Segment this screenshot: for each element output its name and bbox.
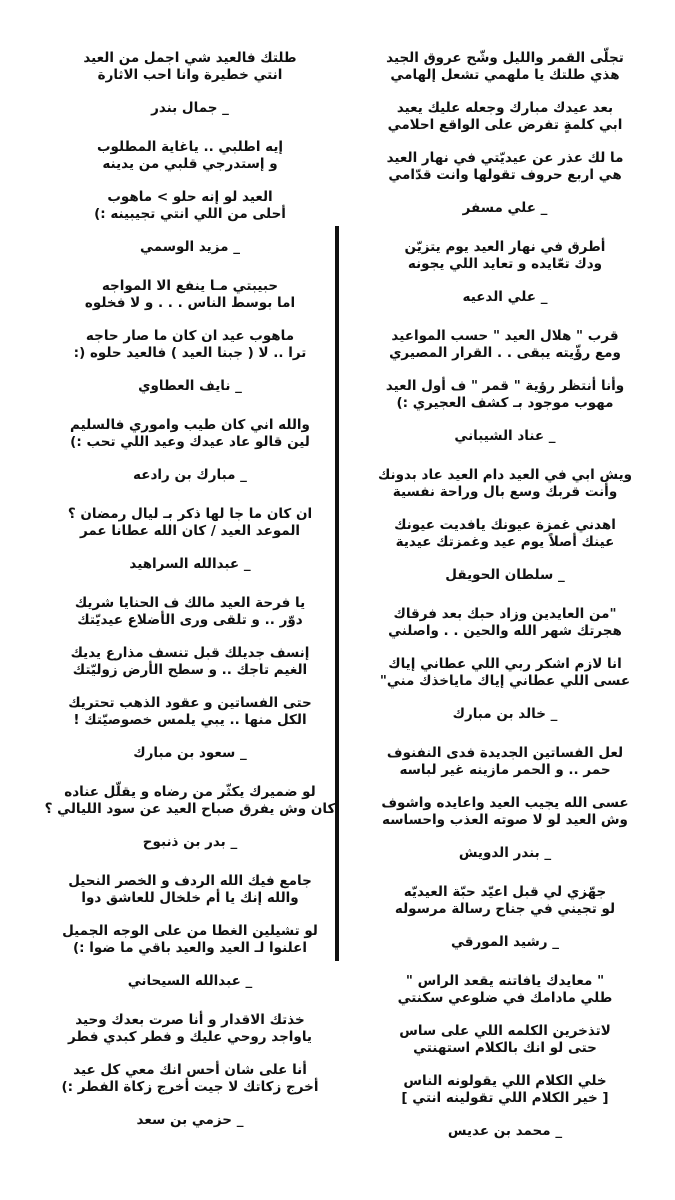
poem-verse <box>355 795 655 829</box>
poem-verse <box>355 1023 655 1057</box>
verse-line: "من العايدين وزاد حبك بعد فرقاك <box>393 606 617 622</box>
verse-line: " معايدك يافاتنه يقعد الراس " <box>405 973 605 989</box>
verse-line: هي اربع حروف تقولها وانت قدّامي <box>388 167 622 183</box>
verse-line: أنا على شان أحس انك معي كل عيد <box>73 1062 307 1078</box>
poet-name: _ علي مسفر <box>462 200 548 216</box>
poet-name: _ بندر الدويش <box>458 845 552 861</box>
verse-line: بعد عيدك مبارك وجعله عليك يعيد <box>396 100 614 116</box>
poem-verse <box>40 417 340 451</box>
verse-line: العيد لو إنه حلو > ماهوب <box>107 189 273 205</box>
poem-verse <box>355 1073 655 1107</box>
verse-line: ماهوب عيد ان كان ما صار حاجه <box>85 328 295 344</box>
poem-verse <box>355 517 655 551</box>
poem-verse <box>355 884 655 918</box>
verse-line: اهدني غمزة عيونك يافديت عيونك <box>394 517 616 533</box>
verse-line: لاتذخرين الكلمه اللي على ساس <box>399 1023 611 1039</box>
poem-verse <box>40 328 340 362</box>
verse-line: يا فرحة العيد مالك ف الحنايا شريك <box>74 595 306 611</box>
verse-line: الموعد العيد / كان الله عطانا عمر <box>79 523 301 539</box>
poet-name: _ رشيد المورقي <box>451 934 559 950</box>
poem-verse <box>355 239 655 273</box>
poem-verse <box>40 139 340 173</box>
verse-line: ابي كلمةٍ تفرض على الواقع احلامي <box>387 117 623 133</box>
verse-line: طلي مادامك في ضلوعي سكنتي <box>397 990 613 1006</box>
verse-line: أحلى من اللي انتي تجيبينه :) <box>94 206 286 222</box>
poet-name: _ حزمي بن سعد <box>136 1112 244 1128</box>
poet-name: _ محمد بن عديس <box>447 1123 563 1139</box>
left-column <box>40 50 340 1151</box>
poem-verse <box>355 606 655 640</box>
verse-line: تجلّى القمر والليل وشّح عروق الجيد <box>386 50 624 66</box>
poet-name: _ نايف العطاوي <box>138 378 242 394</box>
poem-verse <box>355 328 655 362</box>
verse-line: طلتك فالعيد شي اجمل من العيد <box>83 50 297 66</box>
poet-name: _ جمال بندر <box>151 100 229 116</box>
verse-line: ترا .. لا ( جبنا العيد ) فالعيد حلوه (: <box>73 345 307 361</box>
verse-line: ما لك عذر عن عيديّتي في نهار العيد <box>386 150 624 166</box>
verse-line: ويش ابي في العيد دام العيد عاد بدونك <box>377 467 633 483</box>
verse-line: انا لازم اشكر ربي اللي عطاني إياك <box>388 656 622 672</box>
verse-line: حمر .. و الحمر مازينه غير لباسه <box>399 762 611 778</box>
poem-verse <box>355 100 655 134</box>
poet-name: _ عناد الشيباني <box>454 428 556 444</box>
poem-verse <box>40 506 340 540</box>
poem-verse <box>40 784 340 818</box>
verse-line: عسى الله يجيب العيد واعايده واشوف <box>381 795 629 811</box>
verse-line: هذي طلتك يا ملهمي تشعل إلهامي <box>390 67 620 83</box>
verse-line: [ خير الكلام اللي تقولينه انتي ] <box>401 1090 609 1106</box>
verse-line: و إستدرجي قلبي من يدينه <box>102 156 278 172</box>
verse-line: الكل منها .. يبي يلمس خصوصيّتك ! <box>73 712 307 728</box>
poet-name: _ سلطان الحويقل <box>445 567 565 583</box>
poem-verse <box>40 1012 340 1046</box>
verse-line: إنسف جديلك قبل تنسف مذارع يديك <box>70 645 310 661</box>
verse-line: اما بوسط الناس . . . و لا فخلوه <box>84 295 296 311</box>
verse-line: انتي خطيرة وانا احب الاثارة <box>97 67 283 83</box>
verse-line: دوّر .. و تلقى ورى الأضلاع عيديّتك <box>77 612 303 628</box>
poem-verse <box>355 656 655 690</box>
verse-line: ومع رؤّيته يبقى . . القرار المصيري <box>389 345 621 361</box>
verse-line: هجرتك شهر الله والحين . . واصلني <box>388 623 622 639</box>
poem-verse <box>355 745 655 779</box>
verse-line: وأنا أنتظر رؤية " قمر " ف أول العيد <box>385 378 625 394</box>
verse-line: والله اني كان طيب واموري فالسليم <box>70 417 310 433</box>
verse-line: الغيم تاجك .. و سطح الأرض زوليّتك <box>72 662 308 678</box>
poem-verse <box>40 189 340 223</box>
poet-name: _ بدر بن ذنبوح <box>142 834 238 850</box>
poem-verse <box>40 1062 340 1096</box>
poem-verse <box>40 50 340 84</box>
verse-line: مهوب موجود بـ كشف العجيري :) <box>396 395 614 411</box>
verse-line: لو تشيلين الغطا من على الوجه الجميل <box>62 923 318 939</box>
verse-line: اعلنوا لـ العيد والعيد باقي ما ضوا :) <box>73 940 307 956</box>
verse-line: أخرج زكاتك لا جيت أخرج زكاة الفطر :) <box>61 1079 319 1095</box>
verse-line: ودك تعّايده و تعايد اللي يجونه <box>407 256 603 272</box>
poem-verse <box>40 645 340 679</box>
poem-verse <box>40 873 340 907</box>
verse-line: وأنت قربك وسع بال وراحة نفسية <box>392 484 618 500</box>
poet-name: _ سعود بن مبارك <box>133 745 247 761</box>
poem-verse <box>40 278 340 312</box>
verse-line: ياواجد روحي عليك و فطر كبدي فطر <box>68 1029 312 1045</box>
poem-verse <box>355 467 655 501</box>
poem-verse <box>355 973 655 1007</box>
poet-name: _ عبدالله السراهيد <box>129 556 251 572</box>
poem-verse <box>40 923 340 957</box>
verse-line: لو ضميرك يكثّر من رضاه و يقلّل عناده <box>64 784 316 800</box>
verse-line: والله إنك يا أم خلخال للعاشق دوا <box>81 890 299 906</box>
right-column <box>355 50 655 1162</box>
verse-line: عسى اللي عطاني إياك ماياخذك مني" <box>379 673 631 689</box>
verse-line: لو تجيني في جناح رسالة مرسوله <box>394 901 616 917</box>
verse-line: حبيبتي مـا ينفع الا المواجه <box>101 278 279 294</box>
poem-verse <box>40 695 340 729</box>
verse-line: لين قالو عاد عيدك وعيد اللي تحب :) <box>70 434 310 450</box>
poem-verse <box>355 150 655 184</box>
verse-line: كان وش يفرق صباح العيد عن سود الليالي ؟ <box>44 801 336 817</box>
verse-line: خلي الكلام اللي يقولونه الناس <box>403 1073 607 1089</box>
verse-line: ان كان ما جا لها ذكر بـ ليال رمضان ؟ <box>67 506 313 522</box>
verse-line: لعل الفساتين الجديدة فدى النفنوف <box>386 745 624 761</box>
poet-name: _ خالد بن مبارك <box>452 706 558 722</box>
verse-line: عينك أصلاً يوم عيد وغمزتك عيدية <box>395 534 615 550</box>
verse-line: وش العيد لو لا صوته العذب واحساسه <box>382 812 628 828</box>
verse-line: قرب " هلال العيد " حسب المواعيد <box>391 328 619 344</box>
poet-name: _ علي الدعيه <box>462 289 548 305</box>
poet-name: _ مبارك بن رادعه <box>133 467 247 483</box>
verse-line: جامع فيك الله الردف و الخصر النحيل <box>68 873 312 889</box>
verse-line: حتى الفساتين و عقود الذهب تحتريك <box>68 695 312 711</box>
poem-verse <box>355 378 655 412</box>
verse-line: أطرق في نهار العيد يوم يتزيّن <box>404 239 606 255</box>
poem-verse <box>40 595 340 629</box>
poet-name: _ مزيد الوسمي <box>140 239 240 255</box>
verse-line: خذتك الاقدار و أنا صرت بعدك وحيد <box>75 1012 305 1028</box>
verse-line: حتى لو انك بالكلام استهنتي <box>413 1040 597 1056</box>
verse-line: جهّزي لي قبل اعيّد حبّة العيديّه <box>403 884 607 900</box>
poet-name: _ عبدالله السيحاني <box>127 973 253 989</box>
poem-verse <box>355 50 655 84</box>
verse-line: إيه اطلبي .. ياغاية المطلوب <box>96 139 284 155</box>
